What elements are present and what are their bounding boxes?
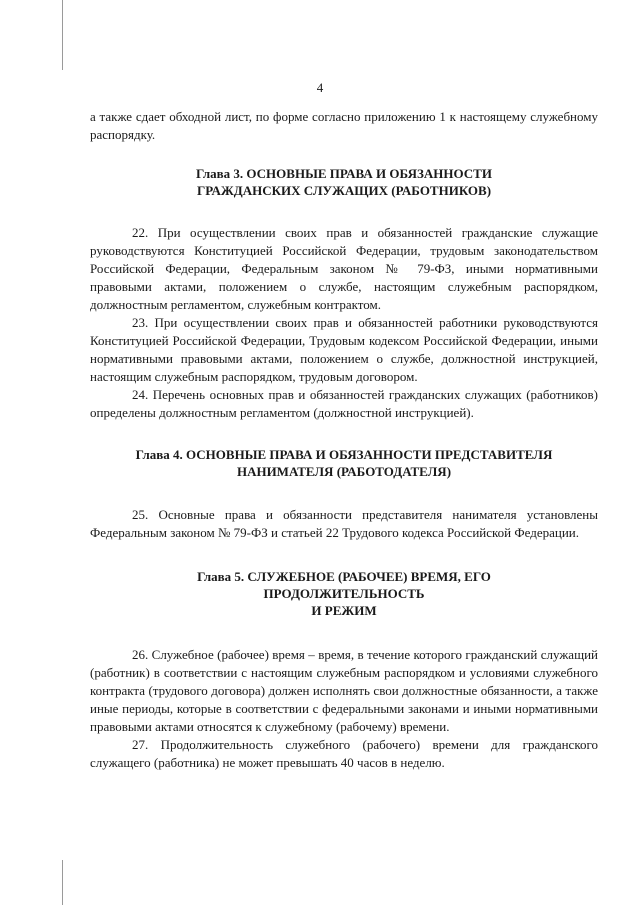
intro-paragraph: а также сдает обходной лист, по форме согласно приложению 1 к настоящему служебному распорядку. xyxy=(90,109,598,142)
chapter-5-heading-line: Глава 5. СЛУЖЕБНОЕ (РАБОЧЕЕ) ВРЕМЯ, ЕГО xyxy=(197,569,491,584)
paragraph-27: 27. Продолжительность служебного (рабочего) времени для гражданского служащего (работника) не может превышать 40 часов в неделю. xyxy=(90,737,598,770)
page-number: 4 xyxy=(316,80,324,95)
chapter-4-heading-line: НАНИМАТЕЛЯ (РАБОТОДАТЕЛЯ) xyxy=(236,464,452,479)
paragraph-23: 23. При осуществлении своих прав и обязанностей работники руководствуются Конституцией Российской Федерации, Трудовым кодексом Российской Федерации, иными нормативными правовыми актами, положением о службе, должностной инструкцией, настоящим служебным распорядком, трудовым договором. xyxy=(90,315,598,384)
document-body xyxy=(90,108,598,772)
paragraph-24: 24. Перечень основных прав и обязанностей гражданских служащих (работников) определены должностным регламентом (должностной инструкцией). xyxy=(90,387,598,420)
scan-margin-line xyxy=(62,0,63,70)
paragraph-26: 26. Служебное (рабочее) время – время, в течение которого гражданский служащий (работник) в соответствии с настоящим служебным распорядком и условиями служебного контракта (трудового договора) должен исполнять свои должностные обязанности, а также иные периоды, которые в соответствии с федеральными законами и иными нормативными правовыми актами относятся к служебному (рабочему) времени. xyxy=(90,647,598,734)
chapter-4-heading-line: Глава 4. ОСНОВНЫЕ ПРАВА И ОБЯЗАННОСТИ ПРЕДСТАВИТЕЛЯ xyxy=(135,447,553,462)
scan-margin-line xyxy=(62,860,63,905)
paragraph-22: 22. При осуществлении своих прав и обязанностей гражданские служащие руководствуются Конституцией Российской Федерации, трудовым законодательством Российской Федерации, Федеральным законом № 79-ФЗ, иными нормативными правовыми актами, положением о службе, настоящим служебным распорядком, должностным регламентом, служебным контрактом. xyxy=(90,225,598,312)
chapter-5-heading-line: ПРОДОЛЖИТЕЛЬНОСТЬ xyxy=(263,586,425,601)
chapter-3-heading-line: Глава 3. ОСНОВНЫЕ ПРАВА И ОБЯЗАННОСТИ xyxy=(196,166,492,181)
chapter-3-heading-line: ГРАЖДАНСКИХ СЛУЖАЩИХ (РАБОТНИКОВ) xyxy=(196,183,492,198)
paragraph-25: 25. Основные права и обязанности представителя нанимателя установлены Федеральным законом № 79-ФЗ и статьей 22 Трудового кодекса Российской Федерации. xyxy=(90,507,598,540)
chapter-4-heading xyxy=(90,446,598,480)
chapter-5-heading-line: И РЕЖИМ xyxy=(311,603,377,618)
chapter-3-heading xyxy=(90,165,598,199)
chapter-5-heading xyxy=(90,568,598,619)
